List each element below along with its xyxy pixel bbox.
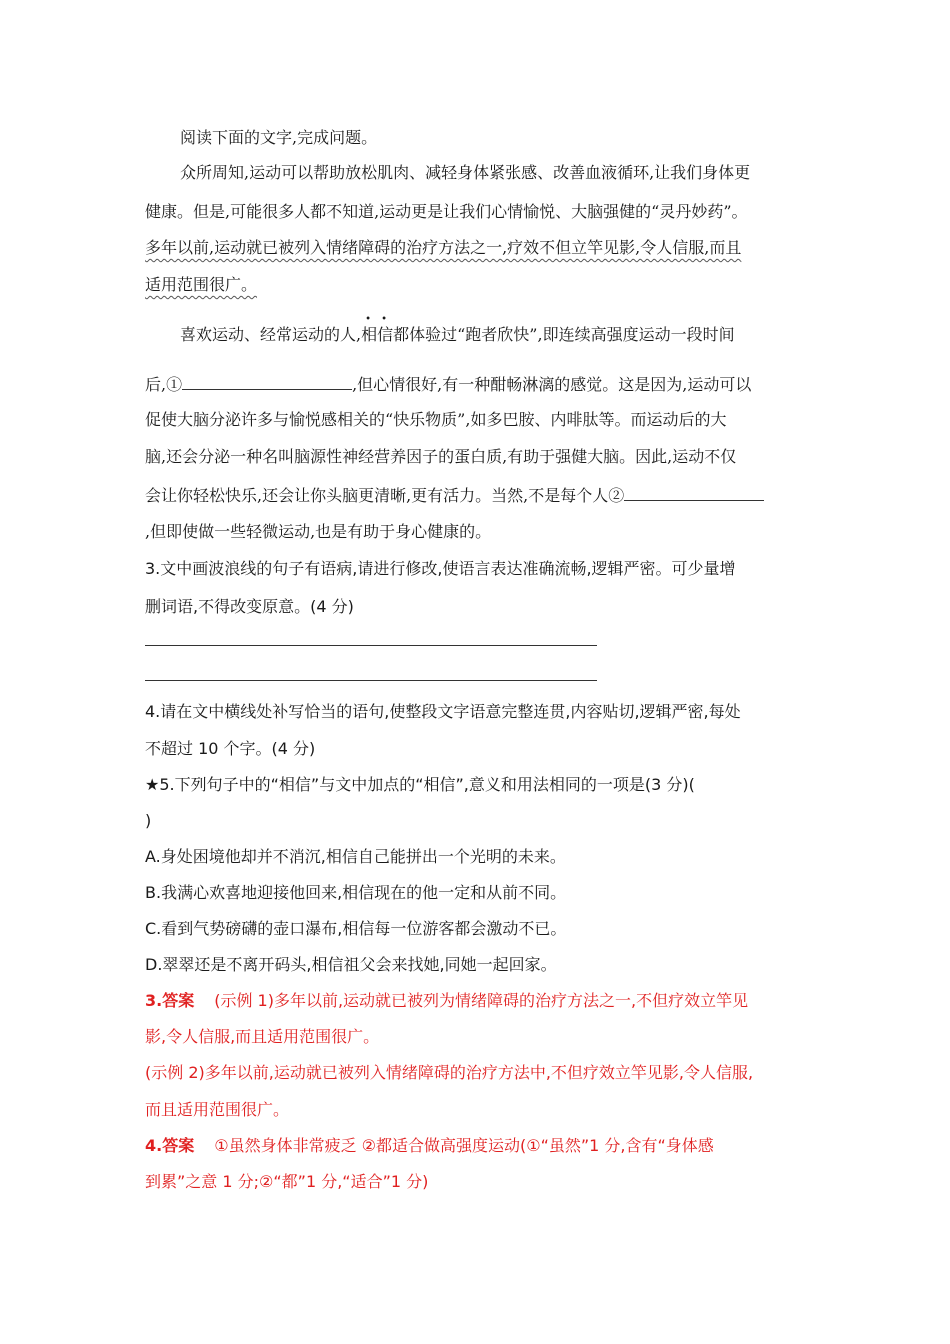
passage-p2-line2: 后,① ,但心情很好,有一种酣畅淋漓的感觉。这是因为,运动可以	[145, 375, 752, 394]
answer-4-line2: 到累”之意 1 分;②“都”1 分,“适合”1 分)	[145, 1172, 429, 1191]
passage-p2-line4: 脑,还会分泌一种名叫脑源性神经营养因子的蛋白质,有助于强健大脑。因此,运动不仅	[145, 447, 737, 466]
answer-3-line4: 而且适用范围很广。	[145, 1100, 290, 1119]
answer-3-line2: 影,令人信服,而且适用范围很广。	[145, 1027, 380, 1046]
answer-3-line1: 3.答案 (示例 1)多年以前,运动就已被列为情绪障碍的治疗方法之一,不但疗效立竿见	[145, 991, 749, 1010]
passage-p2-line6: ,但即使做一些轻微运动,也是有助于身心健康的。	[145, 522, 492, 541]
passage-p1-line4	[145, 274, 257, 296]
question-3-line1: 3.文中画波浪线的句子有语病,请进行修改,使语言表达准确流畅,逻辑严密。可少量增	[145, 559, 736, 578]
answer-3-label: 3.答案	[145, 991, 195, 1010]
answer-line-2[interactable]	[145, 680, 597, 681]
passage-p1-line1: 众所周知,运动可以帮助放松肌肉、减轻身体紧张感、改善血液循环,让我们身体更	[180, 163, 751, 182]
wavy-underlined-sentence-end: 适用范围很广。	[145, 275, 258, 294]
passage-p1-line2: 健康。但是,可能很多人都不知道,运动更是让我们心情愉悦、大脑强健的“灵丹妙药”。	[145, 202, 748, 221]
wavy-underlined-sentence: 多年以前,运动就已被列入情绪障碍的治疗方法之一,疗效不但立竿见影,令人信服,而且	[145, 238, 742, 257]
fill-blank-1[interactable]	[182, 373, 352, 390]
question-3-line2: 删词语,不得改变原意。(4 分)	[145, 597, 354, 616]
question-4-line2: 不超过 10 个字。(4 分)	[145, 739, 316, 758]
answer-4-label: 4.答案	[145, 1136, 195, 1155]
question-5-line2: )	[145, 811, 152, 830]
option-c[interactable]: C.看到气势磅礴的壶口瀑布,相信每一位游客都会激动不已。	[145, 919, 567, 938]
question-4-line1: 4.请在文中横线处补写恰当的语句,使整段文字语意完整连贯,内容贴切,逻辑严密,每处	[145, 702, 741, 721]
answer-4-line1: 4.答案 ①虽然身体非常疲乏 ②都适合做高强度运动(①“虽然”1 分,含有“身体感	[145, 1136, 714, 1155]
passage-p2-line1: 喜欢运动、经常运动的人,相信都体验过“跑者欣快”,即连续高强度运动一段时间	[180, 325, 735, 344]
passage-intro: 阅读下面的文字,完成问题。	[180, 128, 378, 147]
passage-p2-line5: 会让你轻松快乐,还会让你头脑更清晰,更有活力。当然,不是每个人②	[145, 484, 764, 507]
fill-blank-2[interactable]	[624, 484, 764, 501]
answer-3-line3: (示例 2)多年以前,运动就已被列入情绪障碍的治疗方法中,不但疗效立竿见影,令人信服,	[145, 1063, 754, 1082]
emphasis-dot-char: 相	[361, 325, 378, 344]
answer-line-1[interactable]	[145, 645, 597, 646]
passage-p1-line3	[145, 237, 741, 259]
passage-p2-line3: 促使大脑分泌许多与愉悦感相关的“快乐物质”,如多巴胺、内啡肽等。而运动后的大	[145, 410, 727, 429]
option-b[interactable]: B.我满心欢喜地迎接他回来,相信现在的他一定和从前不同。	[145, 883, 567, 902]
option-d[interactable]: D.翠翠还是不离开码头,相信祖父会来找她,同她一起回家。	[145, 955, 557, 974]
emphasis-dot-char: 信	[377, 325, 394, 344]
question-5-line1: ★5.下列句子中的“相信”与文中加点的“相信”,意义和用法相同的一项是(3 分)(	[145, 775, 695, 794]
option-a[interactable]: A.身处困境他却并不消沉,相信自己能拼出一个光明的未来。	[145, 847, 566, 866]
